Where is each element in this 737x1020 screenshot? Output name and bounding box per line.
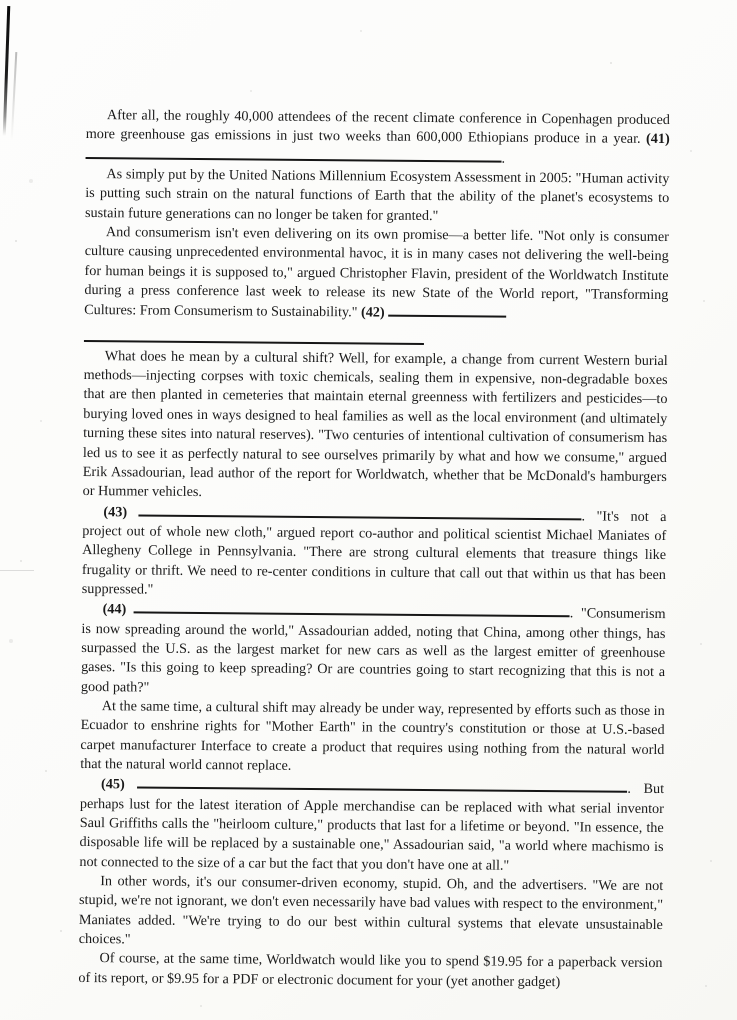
para-consumer-driven-economy: In other words, it's our consumer-driven economy, stupid. Oh, and the advertisers. "We are not stupid, we're not ignorant, we don't even necessarily have bad values with respect to the environment," Maniates added. "We're trying to do our best within cultural systems that elevate unsustainable choices." [78,873,664,948]
document-body [78,106,670,993]
blank-number: (43) [103,503,128,520]
para-worldwatch-price: Of course, at the same time, Worldwatch would like you to spend $19.95 for a paperback version of its report, or $9.95 for a PDF or electronic document for your (yet another gadget) [78,950,663,990]
para-consumerism-promise: And consumerism isn't even delivering on its own promise—a better life. "Not only is consumer culture causing unprecedented environmental havoc, it is in many cases not delivering the well-being for human beings it is supposed to," argued Christopher Flavin, president of the Worldwatch Institute during a press conference last week to release its new State of the World report, "Transforming Cultures: From Consumerism to Sustainability." (42) [84,223,669,347]
answer-blank-44 [134,600,570,618]
scan-artifact-vertical-line [3,6,11,136]
blank-number: (44) [102,601,127,618]
answer-blank-43 [139,502,582,520]
para-shift-under-way: At the same time, a cultural shift may already be under way, represented by efforts such as those in Ecuador to enshrine rights for "Mother Earth" in the country's constitution or those at U.S.-based carpet manufacturer Interface to create a product that requires using nothing from the natural world that the natural world cannot replace. [80,698,665,774]
para-cultural-shift-burial: What does he mean by a cultural shift? Well, for example, a change from current Western burial methods—injecting corpses with toxic chemicals, sealing them in expensive, non-degradable boxes that are then planted in cemeteries that maintain eternal greenness with fertilizers and pesticides—to burying loved ones in ways designed to heal families as well as the local environment (and ultimately turning these sites into natural reserves). "Two centuries of intentional cultivation of consumerism has led us to see it as perfectly natural to see ourselves primarily by what and how we consume," argued Erik Assadourian, lead author of the report for Worldwatch, whether that be McDonald's hamburgers or Hummer vehicles. [82,347,668,501]
blank-number: (45) [101,776,125,793]
scan-artifact-vertical-streak [11,52,18,140]
answer-blank-42-continued [84,328,424,345]
answer-blank-45 [137,775,627,793]
scan-noise-speckles [0,0,2,2]
para-intro-copenhagen: After all, the roughly 40,000 attendees of the recent climate conference in Copenhagen produced more greenhouse gas emissions in just two weeks than 600,000 Ethiopians produce in a year. (41) . [85,107,670,167]
para-43-not-whole-cloth: (43) . "It's not a project out of whole new cloth," argued report co-author and political scientist Michael Maniates of Allegheny College in Pennsylvania. "There are strong cultural elements that treasure things like frugality or thrift. We need to re-center conditions in culture that call out that within us that has been suppressed." [81,503,667,598]
scan-artifact-horizontal-streak [0,570,34,571]
para-un-assessment: As simply put by the United Nations Millennium Ecosystem Assessment in 2005: "Human activity is putting such strain on the natural functions of Earth that the ability of the planet's ecosystems to sustain future generations can no longer be taken for granted." [84,166,670,224]
answer-blank-41 [86,145,502,163]
para-45-heirloom-culture: (45) . But perhaps lust for the latest iteration of Apple merchandise can be replaced with what serial inventor Saul Griffiths calls the "heirloom culture," products that last for a lifetime or beyond. "In essence, the disposable life will be replaced by a sustainable one," Assadourian said, "a world where machismo is not connected to the size of a car but the fact that you don't have one at all." [79,776,665,874]
blank-number: (42) [360,304,385,322]
answer-blank-42 [388,303,506,318]
blank-number: (41) [646,131,670,148]
para-44-consumerism-spreading: (44) . "Consumerism is now spreading around the world," Assadourian added, noting that China, among other things, has surpassed the U.S. as the largest market for new cars as well as the largest emitter of greenhouse gases. "Is this going to keep spreading? Or are countries going to start recognizing that this is not a good path?" [80,601,666,696]
